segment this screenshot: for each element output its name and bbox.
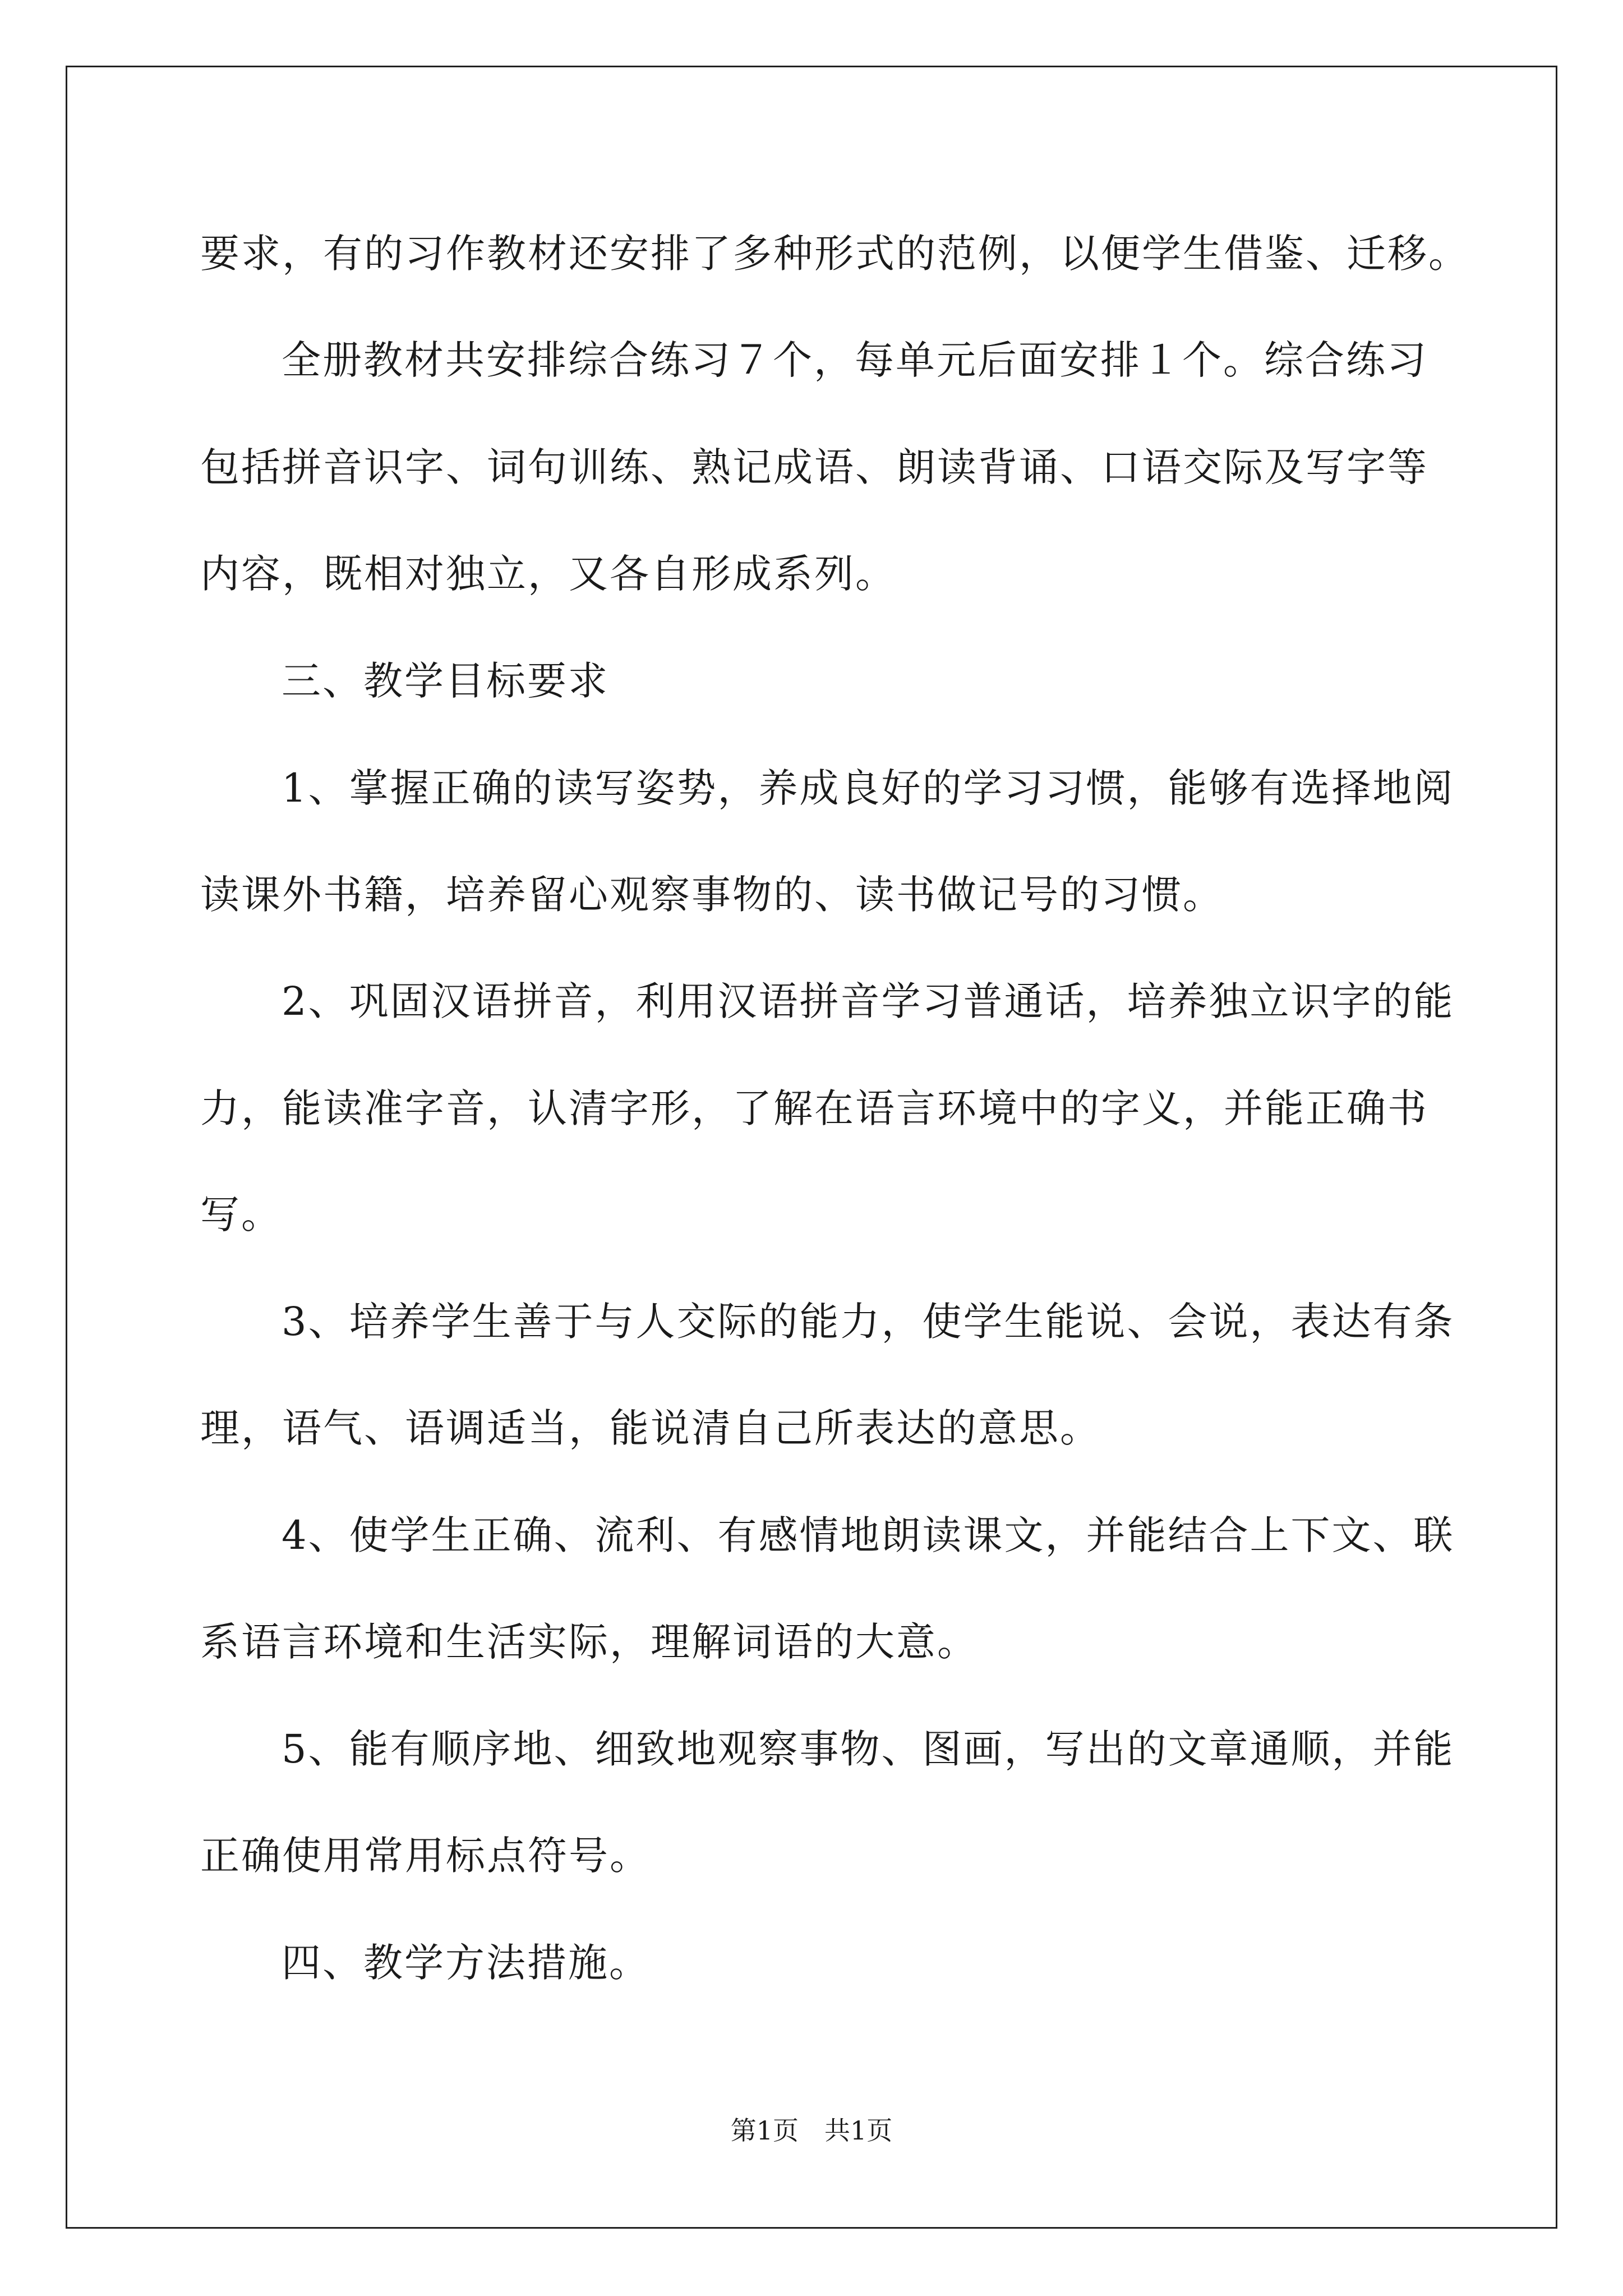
text-line: 内容，既相对独立，又各自形成系列。 xyxy=(200,551,896,597)
text-line: 写。 xyxy=(200,1191,282,1237)
section-heading: 三、教学目标要求 xyxy=(282,658,609,704)
text-line: 全册教材共安排综合练习７个，每单元后面安排１个。综合练习 xyxy=(282,337,1428,383)
text-line: 读课外书籍，培养留心观察事物的、读书做记号的习惯。 xyxy=(200,872,1224,918)
page-footer: 第1页 共1页 xyxy=(730,2115,893,2146)
text-line: 理，语气、语调适当，能说清自己所表达的意思。 xyxy=(200,1405,1101,1451)
page-border xyxy=(66,66,1557,2229)
text-line: 2、巩固汉语拼音，利用汉语拼音学习普通话，培养独立识字的能 xyxy=(282,978,1455,1024)
section-heading: 四、教学方法措施。 xyxy=(282,1940,650,1986)
text-line: 1、掌握正确的读写姿势，养成良好的学习习惯，能够有选择地阅 xyxy=(282,765,1455,811)
text-line: 力，能读准字音，认清字形，了解在语言环境中的字义，并能正确书 xyxy=(200,1085,1428,1131)
text-line: 包括拼音识字、词句训练、熟记成语、朗读背诵、口语交际及写字等 xyxy=(200,444,1428,490)
text-line: 4、使学生正确、流利、有感情地朗读课文，并能结合上下文、联 xyxy=(282,1512,1455,1558)
text-line: 3、培养学生善于与人交际的能力，使学生能说、会说，表达有条 xyxy=(282,1299,1455,1345)
text-line: 系语言环境和生活实际，理解词语的大意。 xyxy=(200,1619,978,1665)
text-line: 要求，有的习作教材还安排了多种形式的范例，以便学生借鉴、迁移。 xyxy=(200,231,1469,277)
text-line: 5、能有顺序地、细致地观察事物、图画，写出的文章通顺，并能 xyxy=(282,1726,1455,1772)
text-line: 正确使用常用标点符号。 xyxy=(200,1833,651,1879)
